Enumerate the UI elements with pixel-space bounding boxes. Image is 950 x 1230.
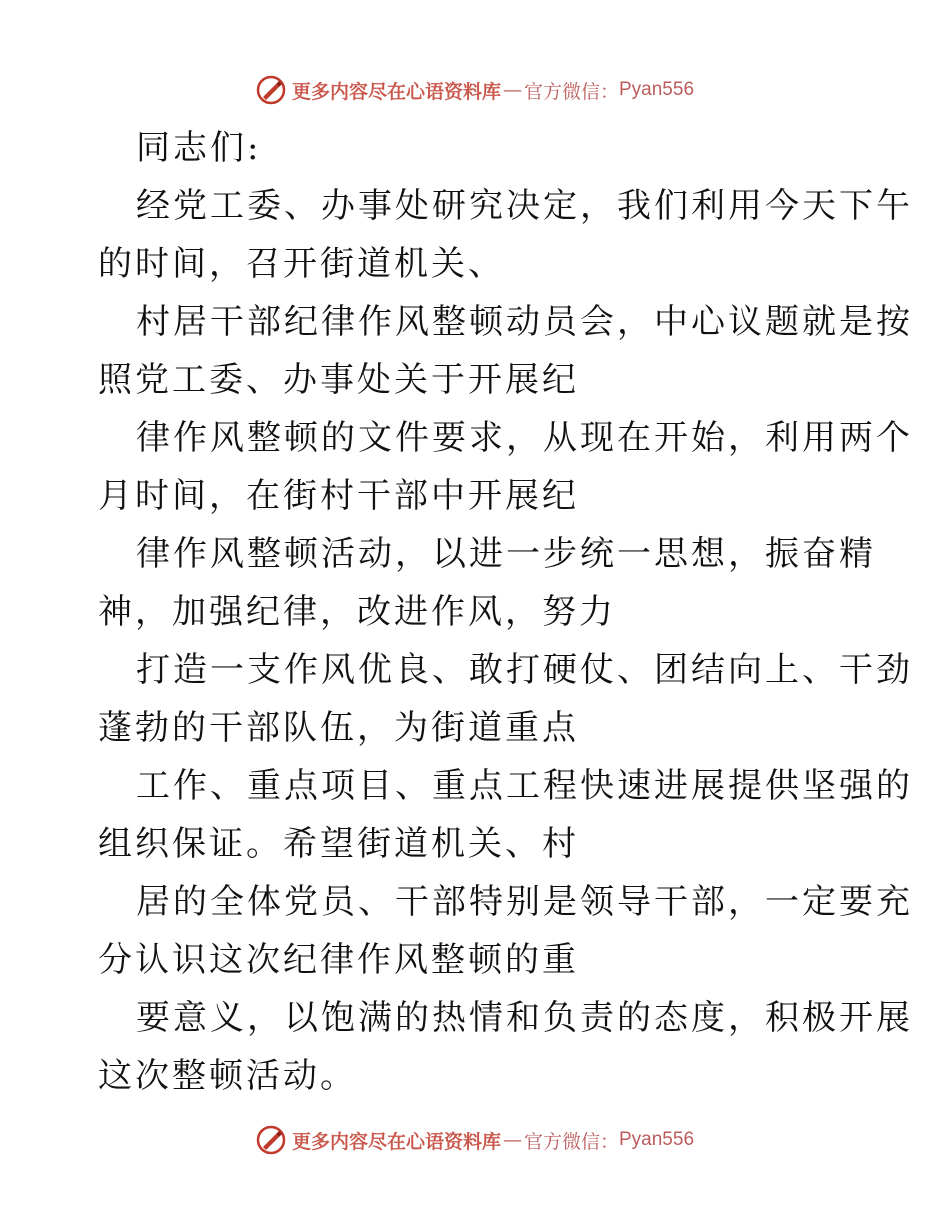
text-line: 律作风整顿的文件要求，从现在开始，利用两个 <box>136 418 913 458</box>
separator: — <box>502 1129 522 1151</box>
text-line: 同志们: <box>136 128 262 168</box>
text-line: 要意义，以饱满的热情和负责的态度，积极开展 <box>136 998 913 1038</box>
text-line: 分认识这次纪律作风整顿的重 <box>98 940 579 980</box>
text-line: 工作、重点项目、重点工程快速进展提供坚强的 <box>136 766 913 806</box>
wechat-id: Pyan556 <box>619 1129 695 1150</box>
brand-text: 更多内容尽在心语资料库 <box>291 1130 501 1153</box>
header-watermark-banner <box>0 70 950 110</box>
text-line: 组织保证。希望街道机关、村 <box>98 824 579 864</box>
separator: — <box>502 79 522 101</box>
text-line: 蓬勃的干部队伍，为街道重点 <box>98 708 579 748</box>
text-line: 这次整顿活动。 <box>98 1056 357 1096</box>
pen-logo-icon <box>256 1125 286 1155</box>
text-line: 村居干部纪律作风整顿动员会，中心议题就是按 <box>136 302 913 342</box>
contact-label: 官方微信： <box>523 80 619 103</box>
text-line: 的时间，召开街道机关、 <box>98 244 505 284</box>
text-line: 月时间，在街村干部中开展纪 <box>98 476 579 516</box>
text-line: 照党工委、办事处关于开展纪 <box>98 360 579 400</box>
text-line: 神，加强纪律，改进作风，努力 <box>98 592 616 632</box>
text-line: 律作风整顿活动，以进一步统一思想，振奋精 <box>136 534 876 574</box>
text-line: 打造一支作风优良、敢打硬仗、团结向上、干劲 <box>136 650 913 690</box>
wechat-id: Pyan556 <box>619 79 695 100</box>
text-line: 经党工委、办事处研究决定，我们利用今天下午 <box>136 186 913 226</box>
pen-logo-icon <box>256 75 286 105</box>
brand-text: 更多内容尽在心语资料库 <box>291 80 501 103</box>
text-line: 居的全体党员、干部特别是领导干部，一定要充 <box>136 882 913 922</box>
footer-watermark-banner <box>0 1120 950 1160</box>
contact-label: 官方微信： <box>523 1130 619 1153</box>
